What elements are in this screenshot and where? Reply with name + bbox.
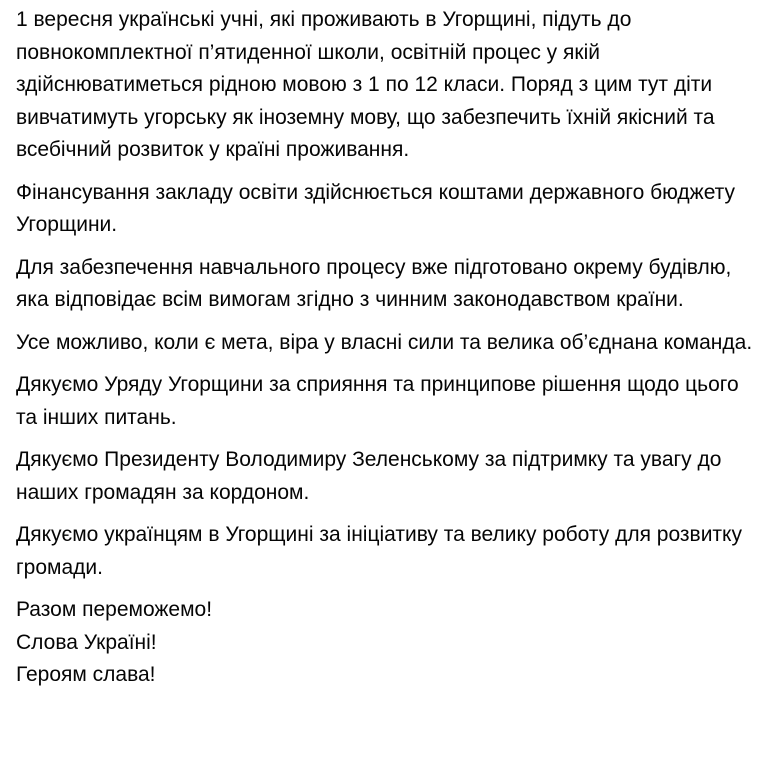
post-paragraph: Дякуємо Уряду Угорщини за сприяння та принципове рішення щодо цього та інших питань. bbox=[16, 373, 739, 429]
post-paragraph: 1 вересня українські учні, які проживають в Угорщині, підуть до повнокомплектної п’ятиденної школи, освітній процес у якій здійснюватиметься рідною мовою з 1 по 12 класи. Поряд з цим тут діти вивчатимуть угорську як іноземну мову, що забезпечить їхній якісний та всебічний розвиток у країні проживання. bbox=[16, 8, 715, 161]
closing-line: Разом переможемо! bbox=[16, 598, 213, 621]
post-paragraph: Усе можливо, коли є мета, віра у власні сили та велика об’єднана команда. bbox=[16, 330, 753, 354]
post-paragraph: Для забезпечення навчального процесу вже підготовано окрему будівлю, яка відповідає всім вимогам згідно з чинним законодавством країни. bbox=[16, 255, 732, 311]
closing-line: Героям слава! bbox=[16, 663, 156, 686]
closing-block bbox=[16, 594, 762, 692]
post-paragraph: Фінансування закладу освіти здійснюється коштами державного бюджету Угорщини. bbox=[16, 180, 736, 236]
post-paragraph: Дякуємо українцям в Угорщині за ініціативу та велику роботу для розвитку громади. bbox=[16, 523, 742, 579]
closing-line: Слова Україні! bbox=[16, 630, 157, 654]
post-paragraph: Дякуємо Президенту Володимиру Зеленському за підтримку та увагу до наших громадян за кордоном. bbox=[16, 448, 722, 504]
